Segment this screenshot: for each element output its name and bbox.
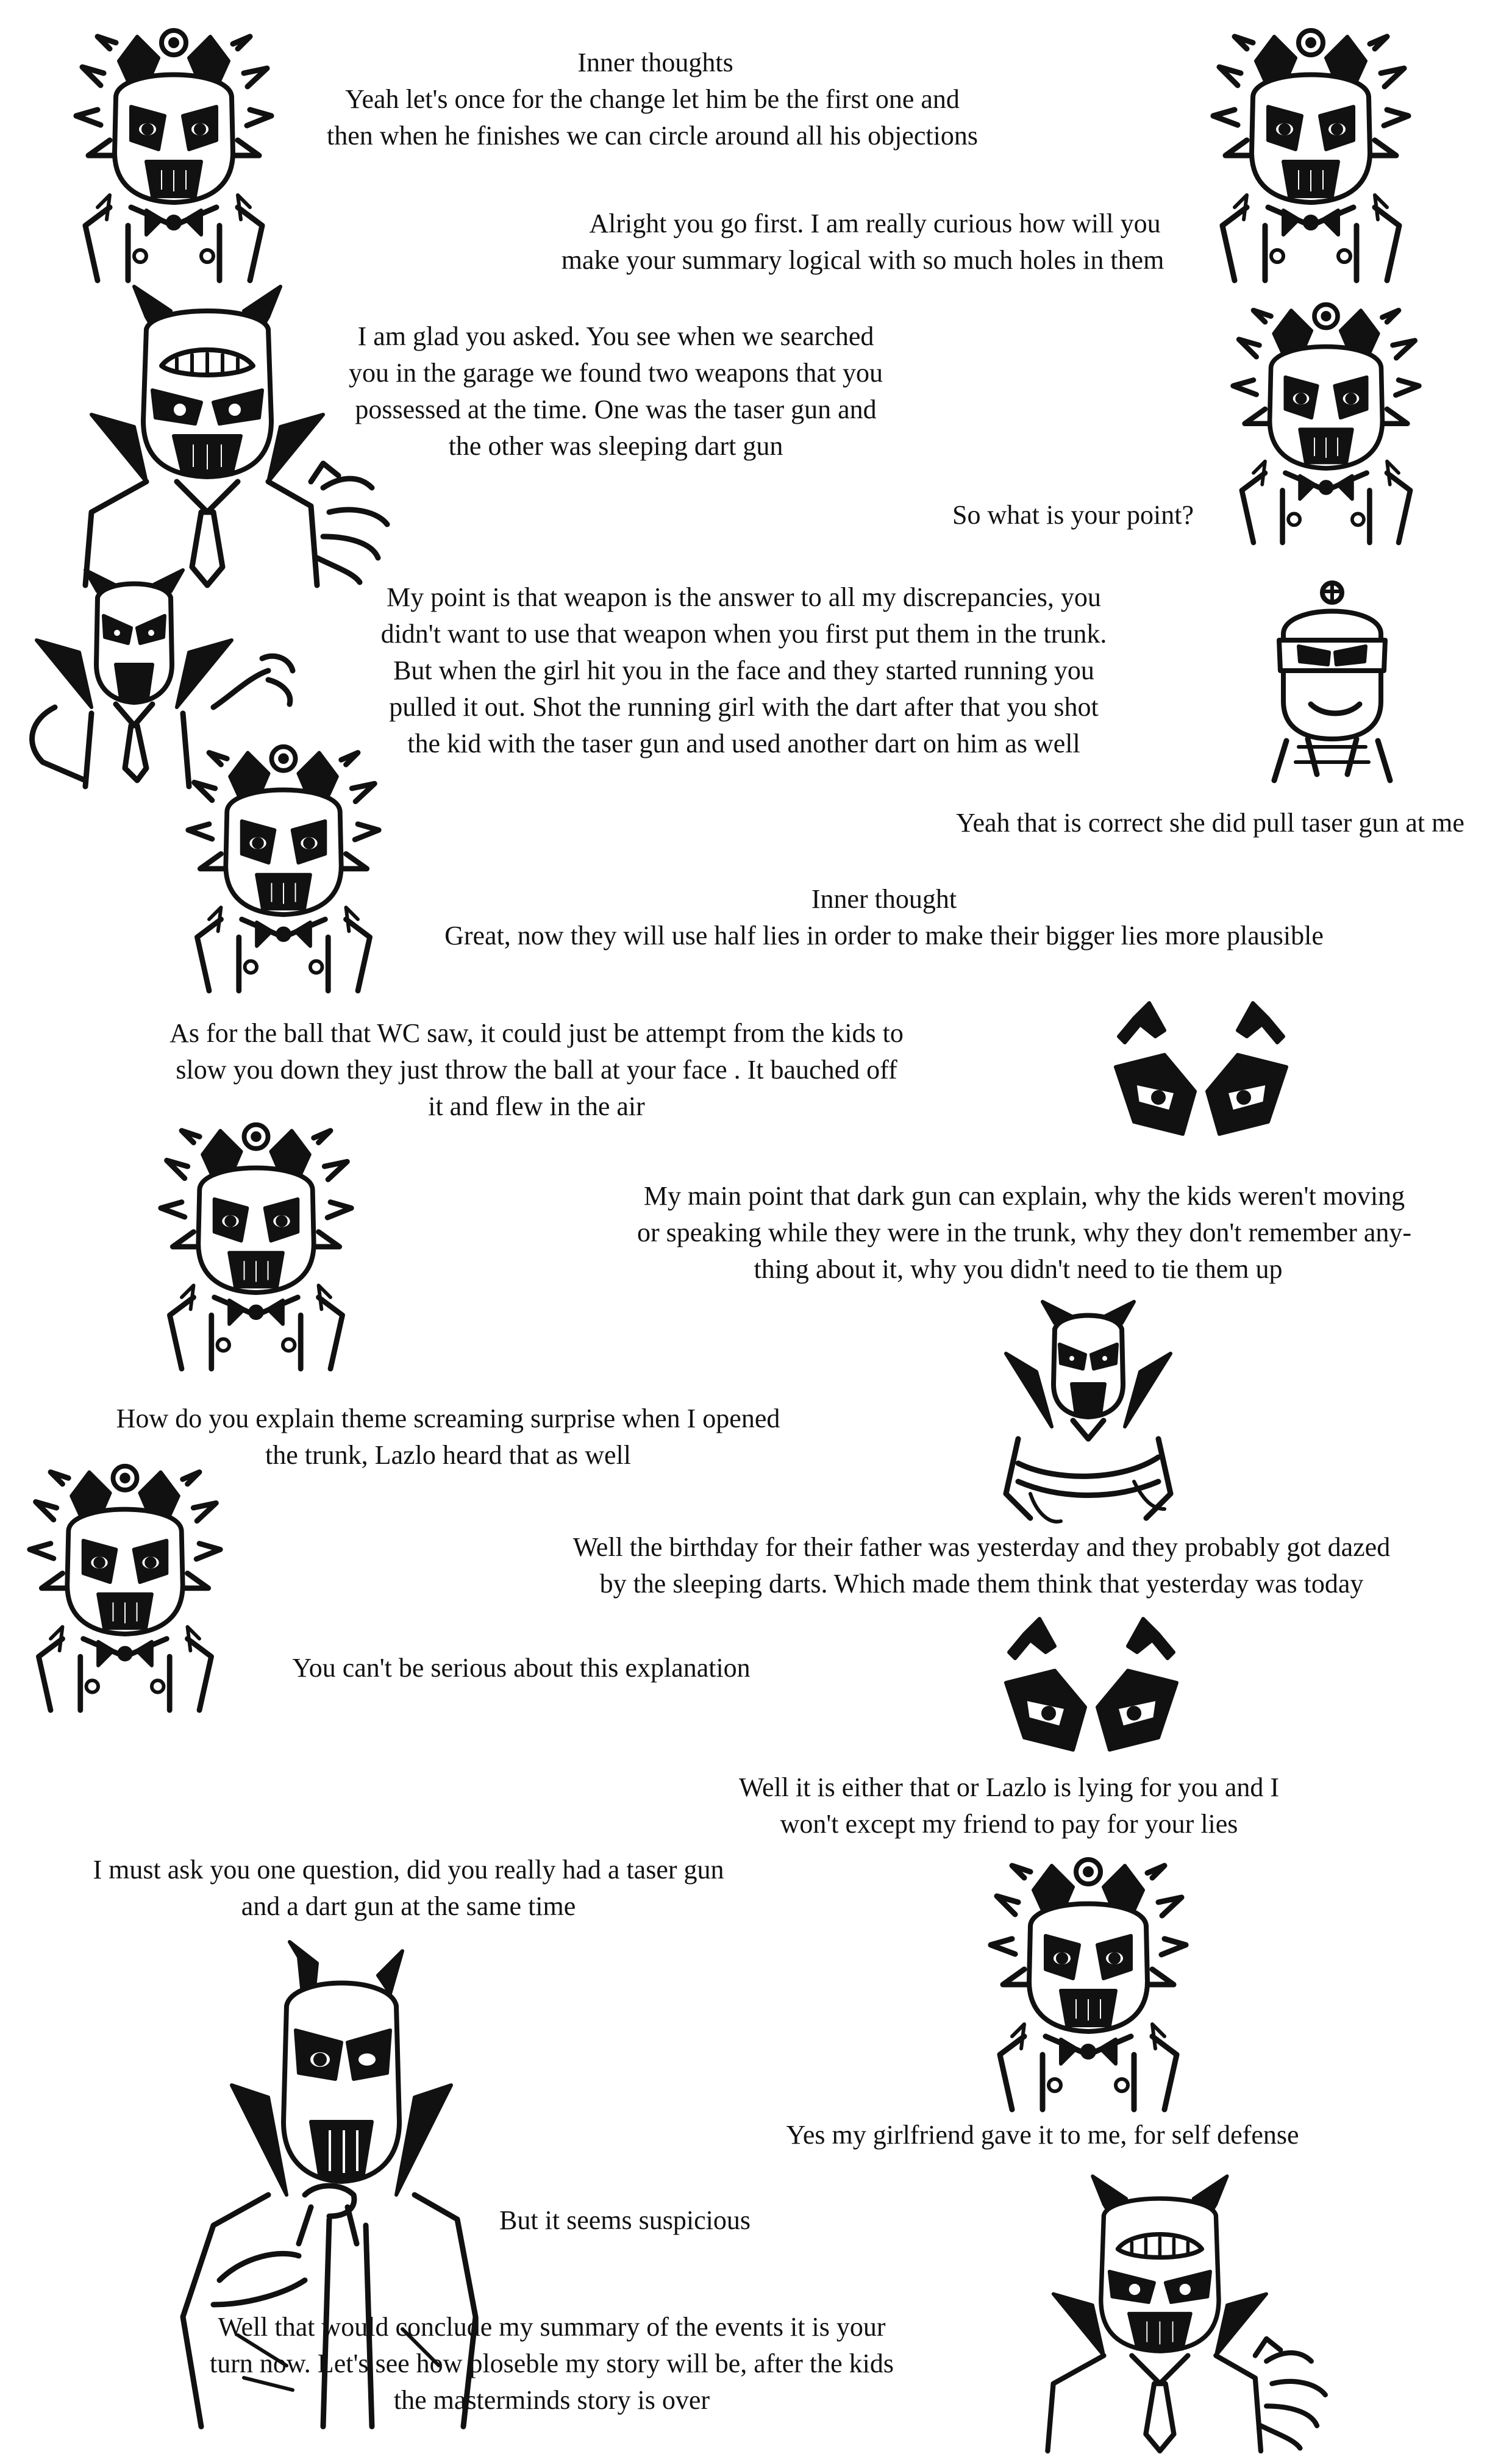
masked-villain-icon [24, 1460, 226, 1710]
dialogue-line: My point is that weapon is the answer to all my discrepancies, you [387, 582, 1101, 612]
dialogue-line: Alright you go first. I am really curious how will you [589, 209, 1161, 238]
dialogue-line: slow you down they just throw the ball at your face . It bauched off [176, 1055, 897, 1085]
dialogue-line: Inner thoughts [577, 48, 733, 77]
dialogue-line: the kid with the taser gun and used another dart on him as well [407, 729, 1080, 758]
dialogue-line: Well it is either that or Lazlo is lying for you and I [738, 1772, 1280, 1802]
goggled-man-icon [1262, 579, 1402, 780]
dialogue-line: then when he finishes we can circle around all his objections [327, 121, 978, 151]
masked-villain-icon [155, 1119, 357, 1369]
dialogue-line: My main point that dark gun can explain, why the kids weren't moving [643, 1181, 1405, 1211]
dialogue-line: make your summary logical with so much holes in them [561, 245, 1164, 275]
dialogue-line: But it seems suspicious [499, 2205, 751, 2235]
dialogue-line: won't except my friend to pay for your lies [780, 1809, 1238, 1839]
dialogue-line: the masterminds story is over [393, 2385, 710, 2415]
masked-villain-icon [73, 24, 274, 280]
dialogue-line: Inner thought [811, 884, 957, 914]
dialogue-line: or speaking while they were in the trunk, why they don't remember any- [637, 1218, 1412, 1247]
masked-villain-icon [1228, 299, 1424, 543]
dialogue-line: I must ask you one question, did you really had a taser gun [93, 1855, 724, 1885]
dialogue-line: turn now. Let's see how ploseble my story will be, after the kids [210, 2349, 894, 2378]
dialogue-line: Yeah let's once for the change let him be the first one and [345, 84, 960, 114]
glaring-eyes-icon [1110, 1000, 1293, 1140]
dialogue-line: I am glad you asked. You see when we searched [357, 321, 874, 351]
dialogue-line: by the sleeping darts. Which made them think that yesterday was today [599, 1569, 1364, 1599]
dialogue-line: As for the ball that WC saw, it could just be attempt from the kids to [169, 1018, 904, 1048]
dialogue-line: the trunk, Lazlo heard that as well [265, 1440, 631, 1470]
dialogue-line: Great, now they will use half lies in order to make their bigger lies more plausible [444, 921, 1324, 951]
masked-villain-icon [988, 1853, 1189, 2110]
grinning-detective-icon [55, 280, 396, 585]
masked-villain-icon [183, 741, 384, 991]
dialogue-line: possessed at the time. One was the taser gun and [355, 394, 877, 424]
dialogue-line: Yeah that is correct she did pull taser gun at me [956, 808, 1464, 838]
dialogue-line: So what is your point? [952, 500, 1194, 530]
glaring-eyes-icon [1000, 1616, 1183, 1756]
dialogue-line: it and flew in the air [428, 1091, 645, 1121]
dialogue-line: Well that would conclude my summary of the events it is your [218, 2312, 886, 2342]
dialogue-line: Well the birthday for their father was yesterday and they probably got dazed [572, 1532, 1391, 1562]
dialogue-line: You can't be serious about this explanation [292, 1653, 751, 1683]
crossed-arms-detective-icon [994, 1299, 1183, 1536]
dialogue-line: pulled it out. Shot the running girl with the dart after that you shot [389, 692, 1099, 722]
dialogue-line: the other was sleeping dart gun [448, 431, 783, 461]
grinning-detective-icon [1006, 2170, 1347, 2451]
thinking-detective-icon [146, 1939, 488, 2427]
dialogue-line: How do you explain theme screaming surprise when I opened [116, 1404, 780, 1433]
dialogue-line: thing about it, why you didn't need to tie them up [754, 1254, 1283, 1284]
dialogue-line: didn't want to use that weapon when you first put them in the trunk. [380, 619, 1107, 649]
dialogue-line: But when the girl hit you in the face and they started running you [393, 655, 1094, 685]
dialogue-line: Yes my girlfriend gave it to me, for self defense [786, 2120, 1299, 2150]
dialogue-line: and a dart gun at the same time [241, 1891, 576, 1921]
dialogue-line: you in the garage we found two weapons that you [348, 358, 883, 388]
masked-villain-icon [1210, 24, 1411, 280]
